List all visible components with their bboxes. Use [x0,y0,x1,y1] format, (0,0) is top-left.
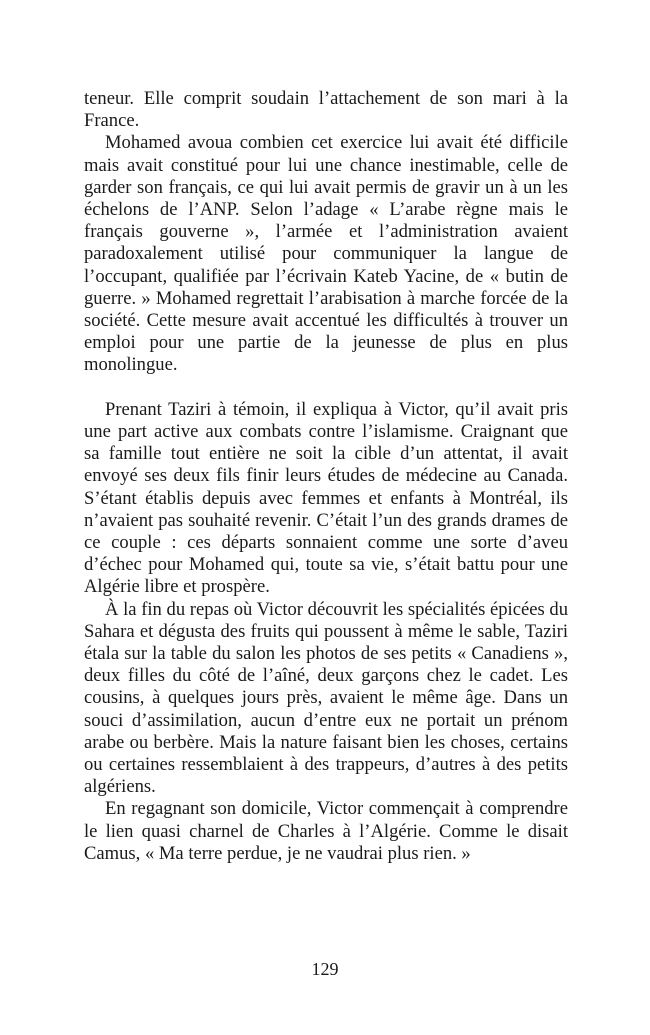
body-text [84,88,568,865]
paragraph-mohamed-french: Mohamed avoua combien cet exercice lui avait été difficile mais avait constitué pour lui une chance inestimable, celle de garder son français, ce qui lui avait permis de gravir un à un les échelons de l’ANP. Selon l’adage « L’arabe règne mais le français gouverne », l’armée et l’administration avaient paradoxalement utilisé pour communiquer la langue de l’occupant, qualifiée par l’écrivain Kateb Yacine, de « butin de guerre. » Mohamed regrettait l’arabisation à marche forcée de la société. Cette mesure avait accentué les difficultés à trouver un emploi pour une partie de la jeunesse de plus en plus monolingue. [84,132,568,376]
paragraph-camus-quote: En regagnant son domicile, Victor commençait à comprendre le lien quasi charnel de Charles à l’Algérie. Comme le disait Camus, « Ma terre perdue, je ne vaudrai plus rien. » [84,798,568,864]
paragraph-taziri-witness: Prenant Taziri à témoin, il expliqua à Victor, qu’il avait pris une part active aux combats contre l’islamisme. Craignant que sa famille tout entière ne soit la cible d’un attentat, il avait envoyé ses deux fils finir leurs études de médecine au Canada. S’étant établis depuis avec femmes et enfants à Montréal, ils n’avaient pas souhaité revenir. C’était l’un des grands drames de ce couple : ces départs sonnaient comme une sorte d’aveu d’échec pour Mohamed qui, toute sa vie, s’était battu pour une Algérie libre et prospère. [84,398,568,598]
paragraph-continuation: teneur. Elle comprit soudain l’attachement de son mari à la France. [84,88,568,132]
page-number: 129 [311,959,339,979]
paragraph-end-of-meal: À la fin du repas où Victor découvrit les spécialités épicées du Sahara et dégusta des fruits qui poussent à même le sable, Taziri étala sur la table du salon les photos de ses petits « Canadiens », deux filles du côté de l’aîné, deux garçons chez le cadet. Les cousins, à quelques jours près, avaient le même âge. Dans un souci d’assimilation, aucun d’entre eux ne portait un prénom arabe ou berbère. Mais la nature faisant bien les choses, certains ou certaines ressemblaient à des trappeurs, d’autres à des petits algériens. [84,598,568,798]
